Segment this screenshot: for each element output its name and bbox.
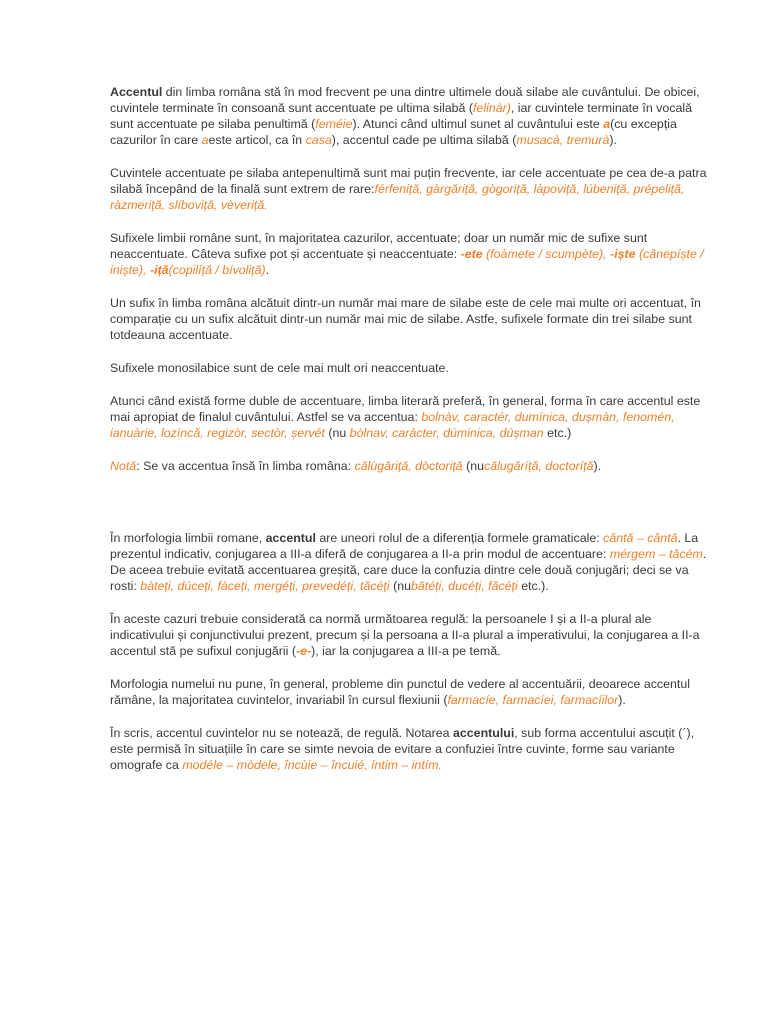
text-segment: . De aceea trebuie evitată accentuarea greșită, care duce la confuzia dintre cele două conjugări; deci se va rosti: — [110, 547, 707, 593]
highlighted-example: -iță — [149, 263, 169, 277]
highlighted-example: -e- — [295, 644, 312, 658]
paragraph-8 — [110, 530, 715, 594]
paragraph-5 — [110, 360, 715, 376]
text-segment: Atunci când există forme duble de accentuare, limba literară preferă, în general, forma în care accentul este mai apropiat de finalul cuvântului. Astfel se va accentua: — [110, 394, 701, 424]
text-segment: , sub forma accentului ascuțit (´), este permisă în situațiile în care se simte nevoia de evitare a confuziei între cuvinte, forme sau variante omografe ca — [110, 726, 695, 772]
text-segment: (nu — [324, 426, 350, 440]
highlighted-example: cântă – cântă — [603, 531, 678, 545]
text-segment: ). — [593, 459, 602, 473]
text-segment: Sufixele limbii române sunt, în majoritatea cazurilor, accentuate; doar un număr mic de sufixe sunt neaccentuate. Câteva sufixe pot și accentuate și neaccentuate: — [110, 231, 648, 261]
highlighted-example: bàteți, dúceți, fàceți, mergéți, prevedéți, tăcéți — [140, 579, 390, 593]
paragraph-6 — [110, 393, 715, 441]
highlighted-example: mérgem – tăcém — [609, 547, 703, 561]
highlighted-example: felinàr) — [472, 101, 511, 115]
highlighted-example: (copilíță / bívoliță) — [168, 263, 266, 277]
highlighted-example: Notă — [110, 459, 137, 473]
highlighted-example: (cânepíște / iniște), — [110, 247, 704, 277]
text-segment: Cuvintele accentuate pe silaba antepenultimă sunt mai puțin frecvente, iar cele accentuate pe cea de-a patra silabă începând de la finală sunt extrem de rare: — [110, 166, 707, 196]
text-segment: este articol, ca în — [208, 133, 306, 147]
bold-term: accentul — [265, 531, 316, 545]
text-segment: : Se va accentua însă în limba româna: — [136, 459, 355, 473]
text-segment: . La prezentul indicativ, conjugarea a III-a diferă de conjugarea a II-a prin modul de accentuare: — [110, 531, 699, 561]
bold-term: Accentul — [110, 85, 163, 99]
text-segment: are uneori rolul de a diferenția formele gramaticale: — [315, 531, 604, 545]
section-spacer — [110, 491, 715, 530]
highlighted-example: -ete — [460, 247, 483, 261]
highlighted-example: a — [201, 133, 209, 147]
paragraph-1 — [110, 84, 715, 148]
highlighted-example: bòlnav, caràcter, dúminica, dúșman — [349, 426, 544, 440]
highlighted-example: feméie — [315, 117, 353, 131]
text-segment: ), accentul cade pe ultima silabă ( — [331, 133, 517, 147]
paragraph-11 — [110, 725, 715, 773]
text-segment: . — [265, 263, 270, 277]
highlighted-example: a — [603, 117, 611, 131]
bold-term: accentului — [453, 726, 515, 740]
text-segment: Un sufix în limba româna alcătuit dintr-un număr mai mare de silabe este de cele mai multe ori accentuat, în comparație cu un sufix alcătuit dintr-un număr mai mic de silabe. Astfe, sufixele formate din trei silabe sunt totdeauna accentuate. — [110, 296, 701, 342]
highlighted-example: călugăríță, doctoríță — [484, 459, 594, 473]
text-segment: Sufixele monosilabice sunt de cele mai mult ori neaccentuate. — [110, 361, 449, 375]
paragraph-3 — [110, 230, 715, 278]
highlighted-example: (foàmete / scumpète), — [482, 247, 611, 261]
text-segment: În aceste cazuri trebuie considerată ca normă următoarea regulă: la persoanele I și a II-a plural ale indicativului și conjunctivului prezent, precum și la persoana a II-a plural a imperativului, la conjugarea a II-a accentul stă pe sufixul conjugării ( — [110, 612, 700, 658]
highlighted-example: -ișt​e — [610, 247, 636, 261]
text-segment: În scris, accentul cuvintelor nu se notează, de regulă. Notarea — [110, 726, 453, 740]
text-segment: Morfologia numelui nu pune, în general, probleme din punctul de vedere al accentuării, deoarece accentul rămâne, la majoritatea cuvintelor, invariabil în cursul flexiunii ( — [110, 677, 690, 707]
highlighted-example: musacà, tremurà — [516, 133, 610, 147]
highlighted-example: bolnàv, caractér, dumínica, dușmàn, fenomén, ianuàrie, lozíncă, regizòr, sectòr, șervét — [110, 410, 675, 440]
text-segment: În morfologia limbii romane, — [110, 531, 266, 545]
highlighted-example: modéle – mòdele, încùie – încuié, íntim – intím. — [182, 758, 442, 772]
text-segment: etc.) — [543, 426, 572, 440]
text-segment: (cu excepția cazurilor în care — [110, 117, 677, 147]
text-segment: ). — [618, 693, 626, 707]
highlighted-example: bătéți, ducéți, făcéți — [410, 579, 518, 593]
paragraph-9 — [110, 611, 715, 659]
text-segment: ). Atunci când ultimul sunet al cuvântului este — [352, 117, 604, 131]
text-segment: etc.). — [517, 579, 549, 593]
text-segment: ). — [609, 133, 617, 147]
paragraph-4 — [110, 295, 715, 343]
text-segment: din limba româna stă în mod frecvent pe una dintre ultimele două silabe ale cuvântului. De obicei, cuvintele terminate în consoană sunt accentuate pe ultima silabă ( — [110, 85, 700, 115]
paragraph-7 — [110, 458, 715, 474]
paragraph-10 — [110, 676, 715, 708]
text-segment: (nu — [462, 459, 485, 473]
paragraph-2 — [110, 165, 715, 213]
document-body — [110, 84, 715, 790]
text-segment: , iar cuvintele terminate în vocală sunt accentuate pe silaba penultimă ( — [110, 101, 692, 131]
highlighted-example: casa — [305, 133, 332, 147]
highlighted-example: férfeniță, gàrgăriță, gògoriță, làpoviță, lúbeniță, prépeliță, ràzmeriță, slíboviță, vèveriță. — [110, 182, 685, 212]
highlighted-example: farmacíe, farmacíei, farmacíilor — [447, 693, 619, 707]
text-segment: ), iar la conjugarea a III-a pe temă. — [311, 644, 501, 658]
text-segment: (nu — [389, 579, 411, 593]
highlighted-example: călùgăriță, dòctoriță — [354, 459, 463, 473]
